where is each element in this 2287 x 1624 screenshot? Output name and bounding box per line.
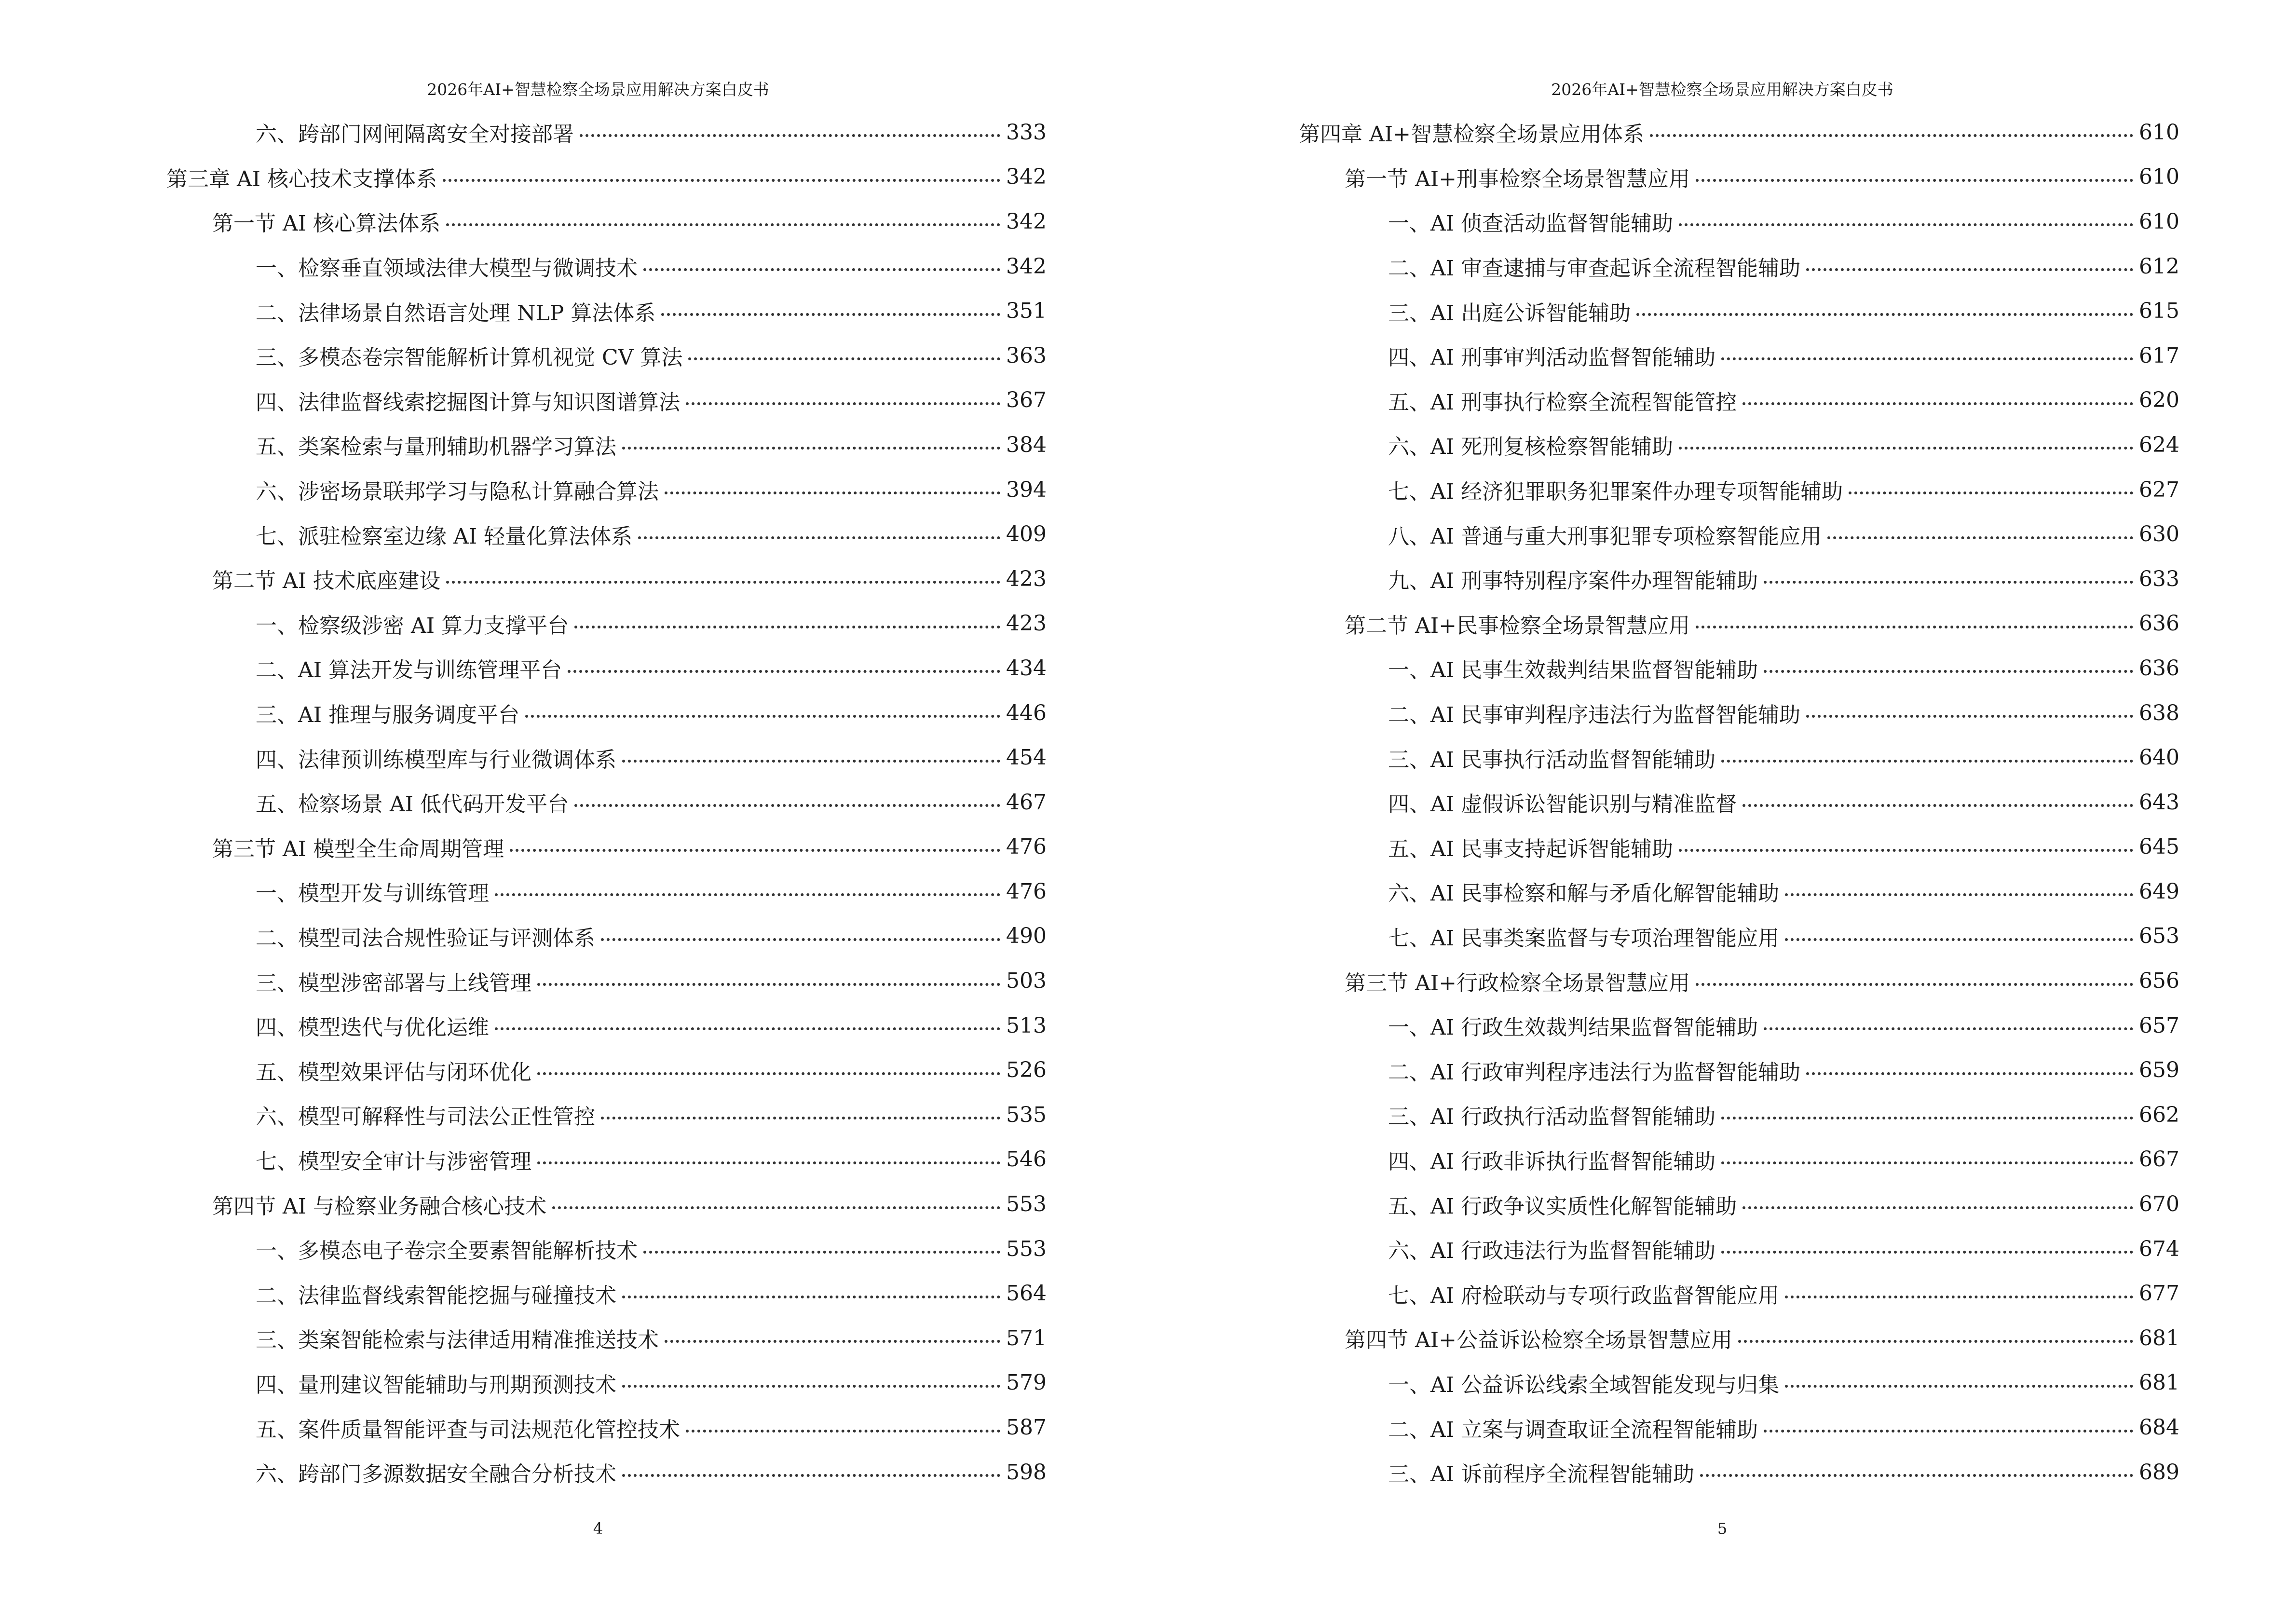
toc-entry-title: 二、AI 算法开发与训练管理平台 [256, 658, 562, 683]
table-of-contents [166, 110, 1047, 1494]
toc-entry-page: 546 [1006, 1147, 1047, 1172]
document-page-right [1144, 0, 2287, 1624]
dot-leader [643, 268, 1000, 271]
toc-entry[interactable] [1299, 557, 2179, 601]
toc-entry-title: 第三节 AI+行政检察全场景智慧应用 [1345, 970, 1690, 996]
dot-leader [1785, 938, 2133, 941]
toc-entry-title: 四、法律预训练模型库与行业微调体系 [256, 747, 616, 772]
toc-entry-title: 三、AI 行政执行活动监督智能辅助 [1388, 1105, 1716, 1130]
toc-entry[interactable] [1299, 869, 2179, 914]
toc-entry-page: 476 [1006, 834, 1047, 860]
toc-entry[interactable] [166, 914, 1047, 959]
dot-leader [1679, 447, 2133, 450]
dot-leader [622, 1474, 1000, 1477]
toc-entry[interactable] [1299, 155, 2179, 200]
dot-leader [661, 313, 1000, 316]
toc-entry-page: 657 [2139, 1013, 2179, 1038]
toc-entry-page: 659 [2139, 1058, 2179, 1083]
toc-entry-page: 333 [1006, 120, 1047, 145]
toc-entry-title: 六、涉密场景联邦学习与隐私计算融合算法 [256, 479, 659, 505]
toc-entry-title: 二、法律监督线索智能挖掘与碰撞技术 [256, 1283, 616, 1308]
toc-entry-title: 第四节 AI+公益诉讼检察全场景智慧应用 [1345, 1328, 1733, 1353]
toc-entry-page: 553 [1006, 1236, 1047, 1261]
toc-entry-page: 610 [2139, 120, 2179, 145]
toc-entry[interactable] [1299, 378, 2179, 423]
toc-entry-title: 五、模型效果评估与闭环优化 [256, 1060, 531, 1085]
toc-entry-title: 七、AI 经济犯罪职务犯罪案件办理专项智能辅助 [1388, 479, 1843, 505]
toc-entry-page: 598 [1006, 1460, 1047, 1485]
toc-entry[interactable] [1299, 780, 2179, 825]
toc-entry-page: 636 [2139, 655, 2179, 681]
dot-leader [1827, 536, 2133, 539]
dot-leader [622, 1385, 1000, 1388]
dot-leader [1764, 1027, 2133, 1030]
toc-entry-title: 一、AI 民事生效裁判结果监督智能辅助 [1388, 658, 1758, 683]
toc-entry-page: 490 [1006, 924, 1047, 949]
toc-entry-title: 三、AI 出庭公诉智能辅助 [1388, 300, 1631, 326]
dot-leader [1696, 983, 2133, 986]
dot-leader [1806, 1072, 2133, 1075]
toc-entry-page: 342 [1006, 209, 1047, 234]
running-header: 2026年AI+智慧检察全场景应用解决方案白皮书 [1551, 80, 1893, 99]
toc-entry-title: 二、AI 行政审判程序违法行为监督智能辅助 [1388, 1060, 1801, 1085]
toc-entry[interactable] [166, 1271, 1047, 1316]
toc-entry[interactable] [1299, 646, 2179, 691]
dot-leader [1742, 1206, 2133, 1209]
toc-entry-page: 476 [1006, 879, 1047, 904]
toc-entry[interactable] [1299, 423, 2179, 467]
toc-entry[interactable] [166, 467, 1047, 512]
toc-entry[interactable] [166, 825, 1047, 870]
toc-entry[interactable] [1299, 1405, 2179, 1450]
toc-entry[interactable] [166, 288, 1047, 333]
toc-entry[interactable] [1299, 601, 2179, 646]
toc-entry-title: 四、AI 行政非诉执行监督智能辅助 [1388, 1149, 1716, 1174]
dot-leader [1721, 1251, 2133, 1254]
toc-entry-title: 七、AI 府检联动与专项行政监督智能应用 [1388, 1283, 1780, 1308]
toc-entry-title: 第二节 AI+民事检察全场景智慧应用 [1345, 613, 1690, 638]
dot-leader [580, 134, 1000, 137]
toc-entry[interactable] [1299, 1227, 2179, 1271]
toc-entry-title: 四、AI 虚假诉讼智能识别与精准监督 [1388, 792, 1737, 817]
toc-entry-title: 八、AI 普通与重大刑事犯罪专项检察智能应用 [1388, 524, 1822, 549]
toc-entry-title: 第四章 AI+智慧检察全场景应用体系 [1299, 122, 1645, 147]
dot-leader [1764, 581, 2133, 584]
toc-entry-title: 九、AI 刑事特别程序案件办理智能辅助 [1388, 569, 1758, 594]
toc-entry[interactable] [1299, 199, 2179, 244]
toc-entry-title: 第三章 AI 核心技术支撑体系 [166, 166, 437, 191]
toc-entry-title: 二、AI 审查逮捕与审查起诉全流程智能辅助 [1388, 256, 1801, 281]
toc-entry-page: 467 [1006, 790, 1047, 815]
toc-entry[interactable] [166, 1227, 1047, 1271]
toc-entry-page: 615 [2139, 299, 2179, 324]
toc-entry-page: 649 [2139, 879, 2179, 904]
toc-entry[interactable] [1299, 288, 2179, 333]
toc-entry[interactable] [166, 244, 1047, 289]
toc-entry-title: 五、AI 行政争议实质性化解智能辅助 [1388, 1194, 1737, 1219]
toc-entry-title: 三、AI 诉前程序全流程智能辅助 [1388, 1462, 1695, 1487]
toc-entry-page: 342 [1006, 254, 1047, 279]
dot-leader [537, 1072, 1000, 1075]
toc-entry-title: 七、派驻检察室边缘 AI 轻量化算法体系 [256, 524, 633, 549]
toc-entry[interactable] [166, 1316, 1047, 1361]
toc-entry-title: 四、法律监督线索挖掘图计算与知识图谱算法 [256, 390, 680, 415]
dot-leader [568, 670, 1000, 673]
dot-leader [446, 581, 1000, 584]
toc-entry-title: 七、模型安全审计与涉密管理 [256, 1149, 531, 1174]
toc-entry-page: 627 [2139, 477, 2179, 502]
toc-entry-title: 第四节 AI 与检察业务融合核心技术 [212, 1194, 547, 1219]
toc-entry[interactable] [1299, 958, 2179, 1003]
toc-entry[interactable] [166, 1092, 1047, 1137]
toc-entry[interactable] [1299, 735, 2179, 780]
dot-leader [1738, 1340, 2133, 1343]
toc-entry-title: 一、AI 公益诉讼线索全域智能发现与归集 [1388, 1372, 1780, 1397]
dot-leader [1636, 313, 2133, 316]
dot-leader [1679, 849, 2133, 852]
toc-entry-page: 367 [1006, 388, 1047, 413]
toc-entry-page: 423 [1006, 566, 1047, 591]
toc-entry[interactable] [166, 780, 1047, 825]
dot-leader [1742, 402, 2133, 405]
dot-leader [495, 1027, 1000, 1030]
dot-leader [1849, 491, 2133, 494]
toc-entry-page: 513 [1006, 1013, 1047, 1038]
toc-entry-page: 535 [1006, 1102, 1047, 1127]
dot-leader [537, 983, 1000, 986]
toc-entry-page: 689 [2139, 1460, 2179, 1485]
dot-leader [601, 938, 1000, 941]
dot-leader [1806, 715, 2133, 718]
dot-leader [1700, 1474, 2133, 1477]
toc-entry[interactable] [1299, 1361, 2179, 1406]
toc-entry-title: 五、检察场景 AI 低代码开发平台 [256, 792, 569, 817]
toc-entry-title: 一、AI 侦查活动监督智能辅助 [1388, 211, 1674, 236]
toc-entry[interactable] [1299, 512, 2179, 557]
toc-entry-page: 653 [2139, 924, 2179, 949]
dot-leader [622, 760, 1000, 763]
toc-entry-page: 579 [1006, 1370, 1047, 1395]
toc-entry-page: 587 [1006, 1415, 1047, 1440]
dot-leader [1721, 1117, 2133, 1119]
toc-entry-title: 一、多模态电子卷宗全要素智能解析技术 [256, 1239, 638, 1264]
toc-entry[interactable] [1299, 467, 2179, 512]
dot-leader [1785, 1385, 2133, 1388]
toc-entry-title: 六、AI 行政违法行为监督智能辅助 [1388, 1239, 1716, 1264]
dot-leader [495, 893, 1000, 896]
toc-entry-title: 第二节 AI 技术底座建设 [212, 569, 441, 594]
page-number: 5 [1717, 1519, 1728, 1538]
toc-entry-title: 二、AI 民事审判程序违法行为监督智能辅助 [1388, 703, 1801, 728]
toc-entry[interactable] [166, 958, 1047, 1003]
toc-entry-page: 342 [1006, 164, 1047, 190]
dot-leader [525, 715, 1000, 718]
toc-entry[interactable] [166, 1405, 1047, 1450]
toc-entry-page: 670 [2139, 1192, 2179, 1217]
toc-entry-page: 624 [2139, 432, 2179, 457]
toc-entry[interactable] [1299, 691, 2179, 736]
toc-entry-page: 503 [1006, 969, 1047, 994]
toc-entry-page: 633 [2139, 566, 2179, 591]
toc-entry[interactable] [166, 1137, 1047, 1182]
toc-entry-page: 662 [2139, 1102, 2179, 1127]
toc-entry[interactable] [1299, 1271, 2179, 1316]
toc-entry-title: 五、案件质量智能评查与司法规范化管控技术 [256, 1417, 680, 1442]
toc-entry-page: 630 [2139, 522, 2179, 547]
toc-entry-title: 第一节 AI 核心算法体系 [212, 211, 441, 236]
dot-leader [510, 849, 1000, 852]
toc-entry-page: 636 [2139, 611, 2179, 636]
dot-leader [1696, 626, 2133, 628]
toc-entry-title: 六、模型可解释性与司法公正性管控 [256, 1105, 595, 1130]
toc-entry-page: 454 [1006, 745, 1047, 770]
toc-entry[interactable] [1299, 1182, 2179, 1227]
toc-entry[interactable] [166, 646, 1047, 691]
toc-entry-title: 五、AI 民事支持起诉智能辅助 [1388, 836, 1674, 861]
dot-leader [1764, 670, 2133, 673]
toc-entry-title: 二、法律场景自然语言处理 NLP 算法体系 [256, 300, 656, 326]
dot-leader [1696, 179, 2133, 182]
toc-entry[interactable] [1299, 914, 2179, 959]
toc-entry[interactable] [1299, 1003, 2179, 1048]
toc-entry-title: 一、检察垂直领域法律大模型与微调技术 [256, 256, 638, 281]
toc-entry-page: 617 [2139, 343, 2179, 368]
toc-entry-title: 六、跨部门多源数据安全融合分析技术 [256, 1462, 616, 1487]
toc-entry-title: 六、AI 死刑复核检察智能辅助 [1388, 435, 1674, 460]
dot-leader [665, 1340, 1000, 1343]
toc-entry[interactable] [166, 869, 1047, 914]
toc-entry-title: 三、多模态卷宗智能解析计算机视觉 CV 算法 [256, 345, 683, 370]
toc-entry-page: 620 [2139, 388, 2179, 413]
toc-entry-title: 三、AI 民事执行活动监督智能辅助 [1388, 747, 1716, 772]
toc-entry-title: 七、AI 民事类案监督与专项治理智能应用 [1388, 926, 1780, 951]
toc-entry-page: 610 [2139, 164, 2179, 190]
dot-leader [443, 179, 1000, 182]
toc-entry-page: 434 [1006, 655, 1047, 681]
toc-entry[interactable] [1299, 110, 2179, 155]
dot-leader [1806, 268, 2133, 271]
toc-entry-title: 三、模型涉密部署与上线管理 [256, 970, 531, 996]
toc-entry-page: 667 [2139, 1147, 2179, 1172]
toc-entry-title: 四、量刑建议智能辅助与刑期预测技术 [256, 1372, 616, 1397]
toc-entry-page: 610 [2139, 209, 2179, 234]
dot-leader [622, 1296, 1000, 1298]
toc-entry-page: 423 [1006, 611, 1047, 636]
toc-entry[interactable] [1299, 244, 2179, 289]
toc-entry-title: 一、AI 行政生效裁判结果监督智能辅助 [1388, 1015, 1758, 1040]
toc-entry[interactable] [166, 1003, 1047, 1048]
page-number: 4 [593, 1519, 603, 1538]
toc-entry-page: 553 [1006, 1192, 1047, 1217]
toc-entry-title: 第一节 AI+刑事检察全场景智慧应用 [1345, 166, 1690, 191]
dot-leader [1764, 1430, 2133, 1433]
toc-entry-title: 一、模型开发与训练管理 [256, 881, 489, 906]
dot-leader [643, 1251, 1000, 1254]
toc-entry[interactable] [1299, 1092, 2179, 1137]
toc-entry-page: 638 [2139, 700, 2179, 725]
toc-entry-title: 五、AI 刑事执行检察全流程智能管控 [1388, 390, 1737, 415]
dot-leader [622, 447, 1000, 450]
dot-leader [1679, 223, 2133, 226]
toc-entry-page: 612 [2139, 254, 2179, 279]
dot-leader [574, 626, 1000, 628]
toc-entry[interactable] [166, 110, 1047, 155]
dot-leader [446, 223, 1000, 226]
toc-entry-page: 681 [2139, 1370, 2179, 1395]
toc-entry[interactable] [166, 601, 1047, 646]
dot-leader [1721, 1161, 2133, 1164]
toc-entry[interactable] [1299, 333, 2179, 378]
dot-leader [686, 402, 1000, 405]
toc-entry[interactable] [1299, 825, 2179, 870]
toc-entry-title: 三、AI 推理与服务调度平台 [256, 703, 520, 728]
toc-entry-page: 640 [2139, 745, 2179, 770]
toc-entry-page: 384 [1006, 432, 1047, 457]
toc-entry-page: 656 [2139, 969, 2179, 994]
running-header: 2026年AI+智慧检察全场景应用解决方案白皮书 [427, 80, 769, 99]
dot-leader [552, 1206, 1000, 1209]
toc-entry-page: 643 [2139, 790, 2179, 815]
toc-entry[interactable] [1299, 1450, 2179, 1495]
toc-entry-page: 351 [1006, 299, 1047, 324]
toc-entry-title: 二、模型司法合规性验证与评测体系 [256, 926, 595, 951]
toc-entry[interactable] [166, 1361, 1047, 1406]
toc-entry[interactable] [166, 199, 1047, 244]
toc-entry[interactable] [166, 512, 1047, 557]
toc-entry-page: 674 [2139, 1236, 2179, 1261]
toc-entry[interactable] [166, 333, 1047, 378]
dot-leader [1721, 760, 2133, 763]
toc-entry-title: 四、AI 刑事审判活动监督智能辅助 [1388, 345, 1716, 370]
toc-entry[interactable] [166, 691, 1047, 736]
toc-entry[interactable] [166, 378, 1047, 423]
toc-entry-title: 五、类案检索与量刑辅助机器学习算法 [256, 435, 616, 460]
dot-leader [574, 804, 1000, 807]
toc-entry[interactable] [166, 1182, 1047, 1227]
toc-entry[interactable] [1299, 1316, 2179, 1361]
toc-entry-page: 681 [2139, 1325, 2179, 1351]
toc-entry-title: 四、模型迭代与优化运维 [256, 1015, 489, 1040]
toc-entry-page: 571 [1006, 1325, 1047, 1351]
toc-entry[interactable] [166, 735, 1047, 780]
toc-entry-page: 684 [2139, 1415, 2179, 1440]
toc-entry-page: 394 [1006, 477, 1047, 502]
dot-leader [688, 357, 1000, 360]
toc-entry[interactable] [166, 423, 1047, 467]
dot-leader [1785, 1296, 2133, 1298]
toc-entry-title: 六、AI 民事检察和解与矛盾化解智能辅助 [1388, 881, 1780, 906]
toc-entry-page: 677 [2139, 1281, 2179, 1306]
dot-leader [537, 1161, 1000, 1164]
dot-leader [1742, 804, 2133, 807]
toc-entry-page: 363 [1006, 343, 1047, 368]
toc-entry[interactable] [1299, 1048, 2179, 1092]
table-of-contents [1299, 110, 2179, 1494]
toc-entry-title: 第三节 AI 模型全生命周期管理 [212, 836, 504, 861]
toc-entry[interactable] [1299, 1137, 2179, 1182]
dot-leader [638, 536, 1000, 539]
dot-leader [665, 491, 1000, 494]
toc-entry[interactable] [166, 155, 1047, 200]
toc-entry[interactable] [166, 1450, 1047, 1495]
toc-entry-title: 三、类案智能检索与法律适用精准推送技术 [256, 1328, 659, 1353]
toc-entry-page: 564 [1006, 1281, 1047, 1306]
toc-entry-page: 409 [1006, 522, 1047, 547]
toc-entry[interactable] [166, 557, 1047, 601]
toc-entry-title: 一、检察级涉密 AI 算力支撑平台 [256, 613, 569, 638]
toc-entry[interactable] [166, 1048, 1047, 1092]
dot-leader [1785, 893, 2133, 896]
dot-leader [1721, 357, 2133, 360]
toc-entry-page: 645 [2139, 834, 2179, 860]
toc-entry-page: 526 [1006, 1058, 1047, 1083]
dot-leader [686, 1430, 1000, 1433]
toc-entry-title: 二、AI 立案与调查取证全流程智能辅助 [1388, 1417, 1758, 1442]
dot-leader [1650, 134, 2133, 137]
dot-leader [601, 1117, 1000, 1119]
toc-entry-title: 六、跨部门网闸隔离安全对接部署 [256, 122, 574, 147]
toc-entry-page: 446 [1006, 700, 1047, 725]
